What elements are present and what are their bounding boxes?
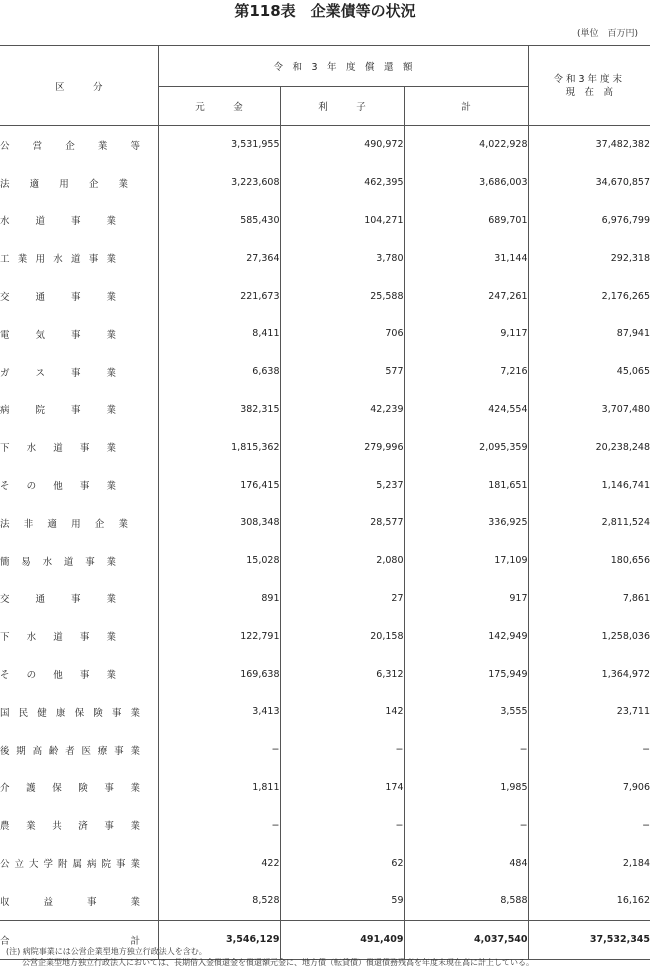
row-label: 国民健康保険事業	[0, 707, 140, 719]
row-label-cell	[0, 126, 158, 164]
cell-principal: 221,673	[158, 277, 280, 315]
row-label-cell	[0, 277, 158, 315]
cell-principal: 585,430	[158, 202, 280, 240]
table-row	[0, 504, 650, 542]
row-label-cell	[0, 504, 158, 542]
row-label: 下水道事業	[0, 632, 116, 644]
table-body	[0, 126, 650, 960]
row-label: 法非適用企業	[0, 518, 128, 530]
cell-interest: 462,395	[280, 164, 404, 202]
cell-principal: 3,413	[158, 693, 280, 731]
cell-total: 181,651	[404, 466, 528, 504]
header-category: 区 分	[0, 46, 158, 126]
row-label: 介護保険事業	[0, 783, 140, 795]
cell-principal: 8,528	[158, 882, 280, 920]
row-label-cell	[0, 882, 158, 920]
cell-principal: 122,791	[158, 617, 280, 655]
cell-interest: −	[280, 806, 404, 844]
cell-total: 2,095,359	[404, 428, 528, 466]
total-cell-balance: 37,532,345	[528, 920, 650, 959]
cell-interest: 104,271	[280, 202, 404, 240]
cell-interest: 5,237	[280, 466, 404, 504]
row-label-cell	[0, 428, 158, 466]
header-repayment-group: 令 和 3 年 度 償 還 額	[158, 46, 528, 87]
table-row	[0, 202, 650, 240]
row-label-cell	[0, 655, 158, 693]
cell-balance: 6,976,799	[528, 202, 650, 240]
cell-balance: 292,318	[528, 239, 650, 277]
row-label: 交通事業	[0, 292, 116, 304]
cell-principal: −	[158, 806, 280, 844]
cell-principal: 15,028	[158, 542, 280, 580]
cell-total: 3,686,003	[404, 164, 528, 202]
row-label-cell	[0, 466, 158, 504]
bond-status-table	[0, 45, 650, 960]
table-row	[0, 542, 650, 580]
cell-interest: 490,972	[280, 126, 404, 164]
row-label-cell	[0, 617, 158, 655]
table-row	[0, 731, 650, 769]
cell-balance: 34,670,857	[528, 164, 650, 202]
cell-total: 424,554	[404, 391, 528, 429]
cell-interest: 59	[280, 882, 404, 920]
cell-principal: 6,638	[158, 353, 280, 391]
row-label: 後期高齢者医療事業	[0, 745, 140, 757]
cell-total: 7,216	[404, 353, 528, 391]
cell-interest: 27	[280, 580, 404, 618]
row-label-cell	[0, 353, 158, 391]
row-label: 交通事業	[0, 594, 116, 606]
table-row	[0, 315, 650, 353]
cell-interest: 3,780	[280, 239, 404, 277]
row-label-cell	[0, 391, 158, 429]
table-row	[0, 844, 650, 882]
row-label: 農業共済事業	[0, 821, 140, 833]
cell-total: 3,555	[404, 693, 528, 731]
row-label: 工業用水道事業	[0, 254, 116, 266]
table-row	[0, 164, 650, 202]
cell-balance: 180,656	[528, 542, 650, 580]
row-label: 公立大学附属病院事業	[0, 859, 140, 871]
cell-balance: 1,258,036	[528, 617, 650, 655]
cell-total: 689,701	[404, 202, 528, 240]
table-row	[0, 882, 650, 920]
table-row	[0, 126, 650, 164]
row-label-cell	[0, 164, 158, 202]
cell-balance: 7,906	[528, 769, 650, 807]
header-total: 計	[404, 87, 528, 126]
page-title: 第118表 企業債等の状況	[234, 2, 416, 20]
row-label-cell	[0, 731, 158, 769]
cell-principal: 1,811	[158, 769, 280, 807]
cell-principal: 891	[158, 580, 280, 618]
row-label: 電気事業	[0, 329, 116, 341]
cell-interest: 62	[280, 844, 404, 882]
header-balance-line1: 令和3年度末	[553, 73, 626, 85]
total-label: 合計	[0, 935, 140, 947]
cell-interest: 279,996	[280, 428, 404, 466]
cell-principal: 27,364	[158, 239, 280, 277]
unit-label: (単位 百万円)	[576, 29, 638, 39]
cell-interest: 42,239	[280, 391, 404, 429]
cell-total: −	[404, 806, 528, 844]
cell-interest: 20,158	[280, 617, 404, 655]
row-label: 法適用企業	[0, 178, 128, 190]
table-row	[0, 353, 650, 391]
cell-interest: 2,080	[280, 542, 404, 580]
cell-principal: 176,415	[158, 466, 280, 504]
cell-balance: 23,711	[528, 693, 650, 731]
row-label-cell	[0, 315, 158, 353]
row-label-cell	[0, 693, 158, 731]
cell-principal: 308,348	[158, 504, 280, 542]
cell-balance: 3,707,480	[528, 391, 650, 429]
table-row	[0, 239, 650, 277]
row-label-cell	[0, 769, 158, 807]
header-balance-line2: 現 在 高	[565, 86, 614, 98]
row-label: その他事業	[0, 481, 116, 493]
row-label: その他事業	[0, 670, 116, 682]
row-label: 収益事業	[0, 896, 140, 908]
cell-balance: 87,941	[528, 315, 650, 353]
footnote-line-2: 公営企業型地方独立行政法人においては、長期借入金償還金を償還額元金に、地方債（転貸債）償還債務残高を年度末現在高に計上している。	[22, 958, 534, 967]
header-interest: 利 子	[280, 87, 404, 126]
row-label: 下水道事業	[0, 443, 116, 455]
table-row	[0, 655, 650, 693]
cell-balance: 20,238,248	[528, 428, 650, 466]
cell-total: 1,985	[404, 769, 528, 807]
table-row	[0, 466, 650, 504]
cell-principal: 8,411	[158, 315, 280, 353]
cell-interest: 706	[280, 315, 404, 353]
cell-principal: 382,315	[158, 391, 280, 429]
row-label: 公営企業等	[0, 140, 140, 152]
cell-total: 247,261	[404, 277, 528, 315]
cell-balance: 37,482,382	[528, 126, 650, 164]
cell-total: 336,925	[404, 504, 528, 542]
table-row	[0, 617, 650, 655]
cell-balance: 16,162	[528, 882, 650, 920]
cell-interest: 6,312	[280, 655, 404, 693]
cell-balance: 2,811,524	[528, 504, 650, 542]
cell-principal: 3,531,955	[158, 126, 280, 164]
table-row	[0, 693, 650, 731]
cell-interest: 25,588	[280, 277, 404, 315]
cell-total: 142,949	[404, 617, 528, 655]
cell-total: −	[404, 731, 528, 769]
cell-interest: 174	[280, 769, 404, 807]
cell-balance: 1,364,972	[528, 655, 650, 693]
row-label-cell	[0, 806, 158, 844]
cell-balance: 2,176,265	[528, 277, 650, 315]
table-row	[0, 806, 650, 844]
row-label-cell	[0, 844, 158, 882]
cell-principal: 169,638	[158, 655, 280, 693]
cell-total: 31,144	[404, 239, 528, 277]
cell-interest: 142	[280, 693, 404, 731]
row-label: 病院事業	[0, 405, 116, 417]
cell-balance: −	[528, 806, 650, 844]
cell-total: 484	[404, 844, 528, 882]
table-row	[0, 769, 650, 807]
cell-interest: −	[280, 731, 404, 769]
cell-balance: 45,065	[528, 353, 650, 391]
cell-principal: 3,223,608	[158, 164, 280, 202]
row-label-cell	[0, 542, 158, 580]
cell-principal: 422	[158, 844, 280, 882]
cell-interest: 28,577	[280, 504, 404, 542]
row-label: 簡易水道事業	[0, 556, 116, 568]
header-principal: 元 金	[158, 87, 280, 126]
total-cell-interest: 491,409	[280, 920, 404, 959]
cell-total: 175,949	[404, 655, 528, 693]
cell-balance: 2,184	[528, 844, 650, 882]
table-row	[0, 277, 650, 315]
cell-principal: −	[158, 731, 280, 769]
table-row	[0, 391, 650, 429]
total-cell-total: 4,037,540	[404, 920, 528, 959]
cell-balance: 1,146,741	[528, 466, 650, 504]
cell-balance: 7,861	[528, 580, 650, 618]
cell-balance: −	[528, 731, 650, 769]
table-row	[0, 428, 650, 466]
row-label-cell	[0, 580, 158, 618]
footnote	[6, 946, 534, 968]
cell-interest: 577	[280, 353, 404, 391]
cell-total: 9,117	[404, 315, 528, 353]
row-label: ガス事業	[0, 367, 116, 379]
cell-principal: 1,815,362	[158, 428, 280, 466]
cell-total: 17,109	[404, 542, 528, 580]
total-cell-principal: 3,546,129	[158, 920, 280, 959]
header-balance	[528, 46, 650, 126]
row-label: 水道事業	[0, 216, 116, 228]
footnote-line-1: (注) 病院事業には公営企業型地方独立行政法人を含む。	[6, 947, 207, 956]
cell-total: 917	[404, 580, 528, 618]
cell-total: 4,022,928	[404, 126, 528, 164]
table-row	[0, 580, 650, 618]
row-label-cell	[0, 202, 158, 240]
row-label-cell	[0, 239, 158, 277]
cell-total: 8,588	[404, 882, 528, 920]
